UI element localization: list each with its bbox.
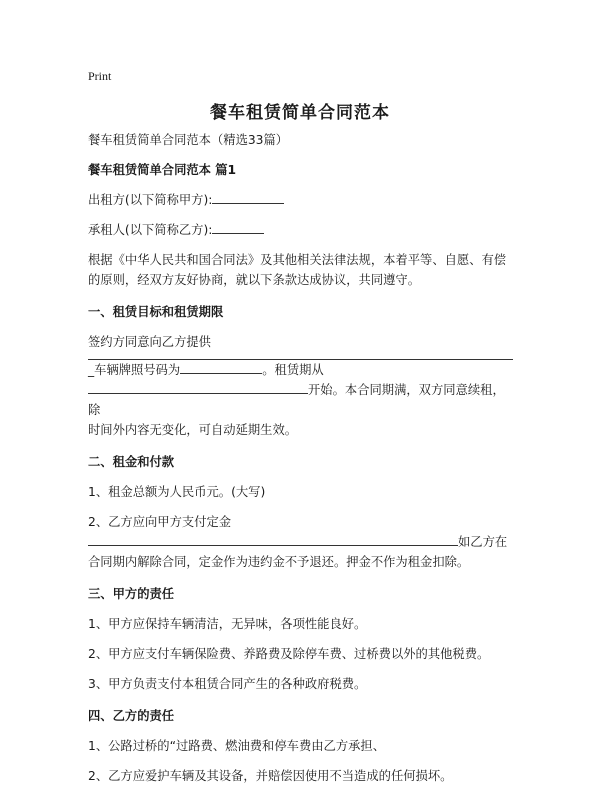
print-label[interactable]: Print bbox=[88, 69, 112, 83]
s1-line2 bbox=[88, 360, 513, 380]
section-2-heading: 二、租金和付款 bbox=[88, 455, 175, 469]
s1-line2a: _车辆牌照号码为 bbox=[88, 363, 181, 377]
s3-item2: 2、甲方应支付车辆保险费、养路费及除停车费、过桥费以外的其他税费。 bbox=[88, 647, 490, 661]
s2-item2-line bbox=[88, 532, 513, 552]
s2-item2: 2、乙方应向甲方支付定金 bbox=[88, 515, 232, 529]
s4-item1: 1、公路过桥的“过路费、燃油费和停车费由乙方承担、 bbox=[88, 739, 386, 753]
lessor-blank bbox=[212, 190, 284, 204]
lessor-line bbox=[88, 190, 513, 210]
s4-item2: 2、乙方应爱护车辆及其设备，并赔偿因使用不当造成的任何损坏。 bbox=[88, 769, 453, 783]
s2-item2b: 如乙方在 bbox=[458, 535, 508, 549]
section-title: 餐车租赁简单合同范本 篇1 bbox=[88, 163, 237, 177]
s3-item3: 3、甲方负责支付本租赁合同产生的各种政府税费。 bbox=[88, 677, 367, 691]
deposit-blank bbox=[88, 532, 458, 546]
section-3-heading: 三、甲方的责任 bbox=[88, 587, 175, 601]
s2-item1: 1、租金总额为人民币元。(大写) bbox=[88, 485, 266, 499]
plate-blank bbox=[180, 360, 262, 374]
s1-line3 bbox=[88, 380, 513, 420]
lessee-label: 承租人(以下简称乙方): bbox=[88, 223, 213, 237]
s1-line2b: 。租赁期从 bbox=[262, 363, 324, 377]
section-1-heading: 一、租赁目标和租赁期限 bbox=[88, 305, 224, 319]
intro-paragraph: 根据《中华人民共和国合同法》及其他相关法律法规，本着平等、自愿、有偿的原则，经双方友好协商，就以下条款达成协议，共同遵守。 bbox=[88, 253, 507, 287]
s1-line4: 时间外内容无变化，可自动延期生效。 bbox=[88, 423, 298, 437]
lessor-label: 出租方(以下简称甲方): bbox=[88, 193, 213, 207]
s2-item2c: 合同期内解除合同，定金作为违约金不予退还。押金不作为租金扣除。 bbox=[88, 555, 470, 569]
document-title: 餐车租赁简单合同范本 bbox=[210, 103, 390, 123]
lessee-line bbox=[88, 220, 513, 240]
lessee-blank bbox=[212, 220, 264, 234]
section-4-heading: 四、乙方的责任 bbox=[88, 709, 175, 723]
period-blank bbox=[88, 380, 308, 394]
s1-line3a: 开始。本合同期满，双方同意续租，除 bbox=[88, 383, 505, 417]
subtitle: 餐车租赁简单合同范本（精选33篇） bbox=[88, 133, 289, 147]
document-body bbox=[88, 130, 513, 786]
s1-line1: 签约方同意向乙方提供 bbox=[88, 335, 211, 349]
s3-item1: 1、甲方应保持车辆清洁，无异味，各项性能良好。 bbox=[88, 617, 367, 631]
